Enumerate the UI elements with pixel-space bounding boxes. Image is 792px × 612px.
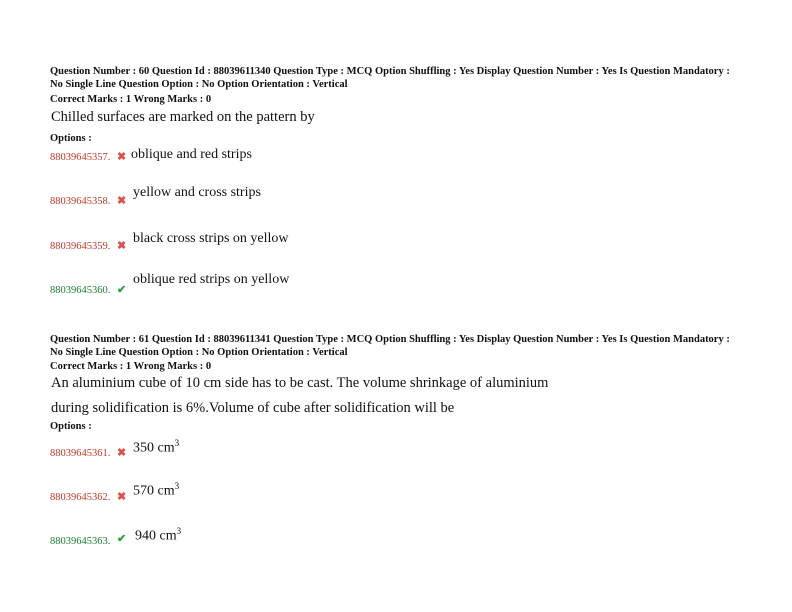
check-icon: ✔ <box>117 284 127 296</box>
cross-icon: ✖ <box>117 195 127 207</box>
option-id: 88039645359. <box>50 241 111 252</box>
option-text[interactable]: black cross strips on yellow <box>133 231 289 246</box>
option-value: 940 cm <box>135 528 177 544</box>
cross-icon: ✖ <box>117 240 127 252</box>
option-text[interactable] <box>135 526 181 545</box>
superscript: 3 <box>176 526 182 536</box>
option-value: 570 cm <box>133 483 175 499</box>
cross-icon: ✖ <box>117 447 127 459</box>
superscript: 3 <box>174 481 180 491</box>
option-text[interactable]: yellow and cross strips <box>133 185 261 200</box>
option-value: 350 cm <box>133 440 175 456</box>
option-text[interactable] <box>133 438 179 457</box>
question-61-text-line-2: during solidification is 6%.Volume of cube after solidification will be <box>51 400 455 416</box>
question-61-options-label: Options : <box>50 421 92 432</box>
cross-icon: ✖ <box>117 151 127 163</box>
option-id: 88039645357. <box>50 152 111 163</box>
question-60-text: Chilled surfaces are marked on the pattern by <box>51 109 315 125</box>
option-id: 88039645361. <box>50 448 111 459</box>
cross-icon: ✖ <box>117 491 127 503</box>
option-id: 88039645358. <box>50 196 111 207</box>
option-text[interactable] <box>133 481 179 500</box>
question-60-marks: Correct Marks : 1 Wrong Marks : 0 <box>50 94 212 105</box>
question-61-marks: Correct Marks : 1 Wrong Marks : 0 <box>50 361 212 372</box>
option-id: 88039645360. <box>50 285 111 296</box>
question-61-header: Question Number : 61 Question Id : 88039611341 Question Type : MCQ Option Shuffling : Yes Display Question Number : Yes Is Question Mandatory : No Single Line Question Option : No Option Orientation : Vertical <box>50 334 730 358</box>
option-text[interactable]: oblique and red strips <box>131 147 252 162</box>
question-61-text-line-1: An aluminium cube of 10 cm side has to be cast. The volume shrinkage of aluminium <box>51 375 549 391</box>
question-60-options-label: Options : <box>50 133 92 144</box>
option-id: 88039645362. <box>50 492 111 503</box>
superscript: 3 <box>174 438 180 448</box>
check-icon: ✔ <box>117 533 127 545</box>
question-60-header: Question Number : 60 Question Id : 88039611340 Question Type : MCQ Option Shuffling : Yes Display Question Number : Yes Is Question Mandatory : No Single Line Question Option : No Option Orientation : Vertical <box>50 66 730 90</box>
option-text[interactable]: oblique red strips on yellow <box>133 272 290 287</box>
option-id: 88039645363. <box>50 536 111 547</box>
